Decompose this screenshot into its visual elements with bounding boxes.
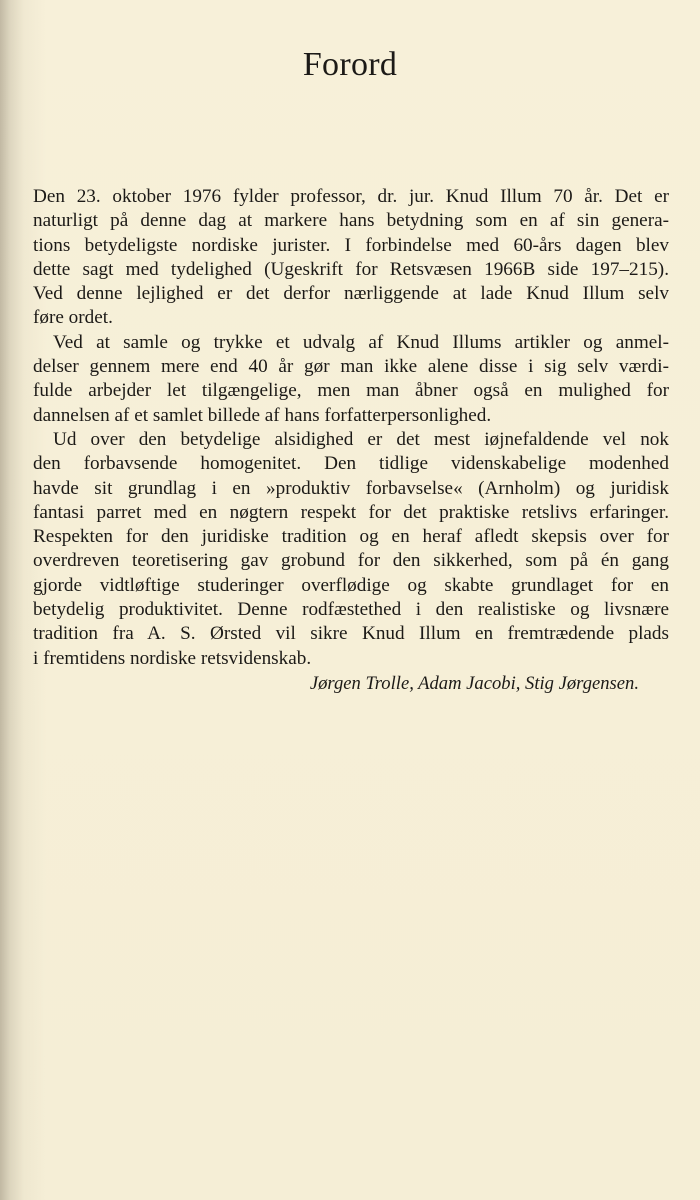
text-line: fulde arbejder let tilgængelige, men man åbner også en mulighed for [33,380,669,402]
text-line: delser gennem mere end 40 år gør man ikke alene disse i sig selv værdi- [33,356,669,378]
text-line: dannelsen af et samlet billede af hans forfatterpersonlighed. [33,404,492,426]
preface-body [33,185,669,696]
text-line: Ved at samle og trykke et udvalg af Knud Illums artikler og anmel- [53,331,669,353]
paragraph-1 [33,185,669,331]
text-line: fantasi parret med en nøgtern respekt for det praktiske retslivs erfaringer. [33,501,669,523]
text-line: havde sit grundlag i en »produktiv forbavselse« (Arnholm) og juridisk [33,477,669,499]
text-line: Den 23. oktober 1976 fylder professor, dr. jur. Knud Illum 70 år. Det er [33,186,669,207]
signature: Jørgen Trolle, Adam Jacobi, Stig Jørgensen. [309,672,639,694]
page-title: Forord [302,46,398,83]
text-line: betydelig produktivitet. Denne rodfæstethed i den realistiske og livsnære [33,599,669,621]
paragraph-2 [33,331,669,428]
paragraph-3 [33,428,669,671]
text-line: den forbavsende homogenitet. Den tidlige videnskabelige modenhed [33,453,669,475]
text-line: Respekten for den juridiske tradition og en heraf afledt skepsis over for [33,526,669,548]
text-line: dette sagt med tydelighed (Ugeskrift for Retsvæsen 1966B side 197–215). [33,258,669,280]
text-line: naturligt på denne dag at markere hans betydning som en af sin genera- [33,210,669,232]
text-line: overdreven teoretisering gav grobund for den sikkerhed, som på én gang [33,550,669,572]
text-line: tions betydeligste nordiske jurister. I forbindelse med 60-års dagen blev [33,234,669,256]
text-line: føre ordet. [33,307,113,329]
text-line: gjorde vidtløftige studeringer overflødige og skabte grundlaget for en [33,574,669,596]
text-line: Ved denne lejlighed er det derfor nærliggende at lade Knud Illum selv [33,283,669,305]
text-line: i fremtidens nordiske retsvidenskab. [33,647,312,669]
text-line: tradition fra A. S. Ørsted vil sikre Knud Illum en fremtrædende plads [33,623,669,645]
text-line: Ud over den betydelige alsidighed er det mest iøjnefaldende vel nok [53,428,669,450]
